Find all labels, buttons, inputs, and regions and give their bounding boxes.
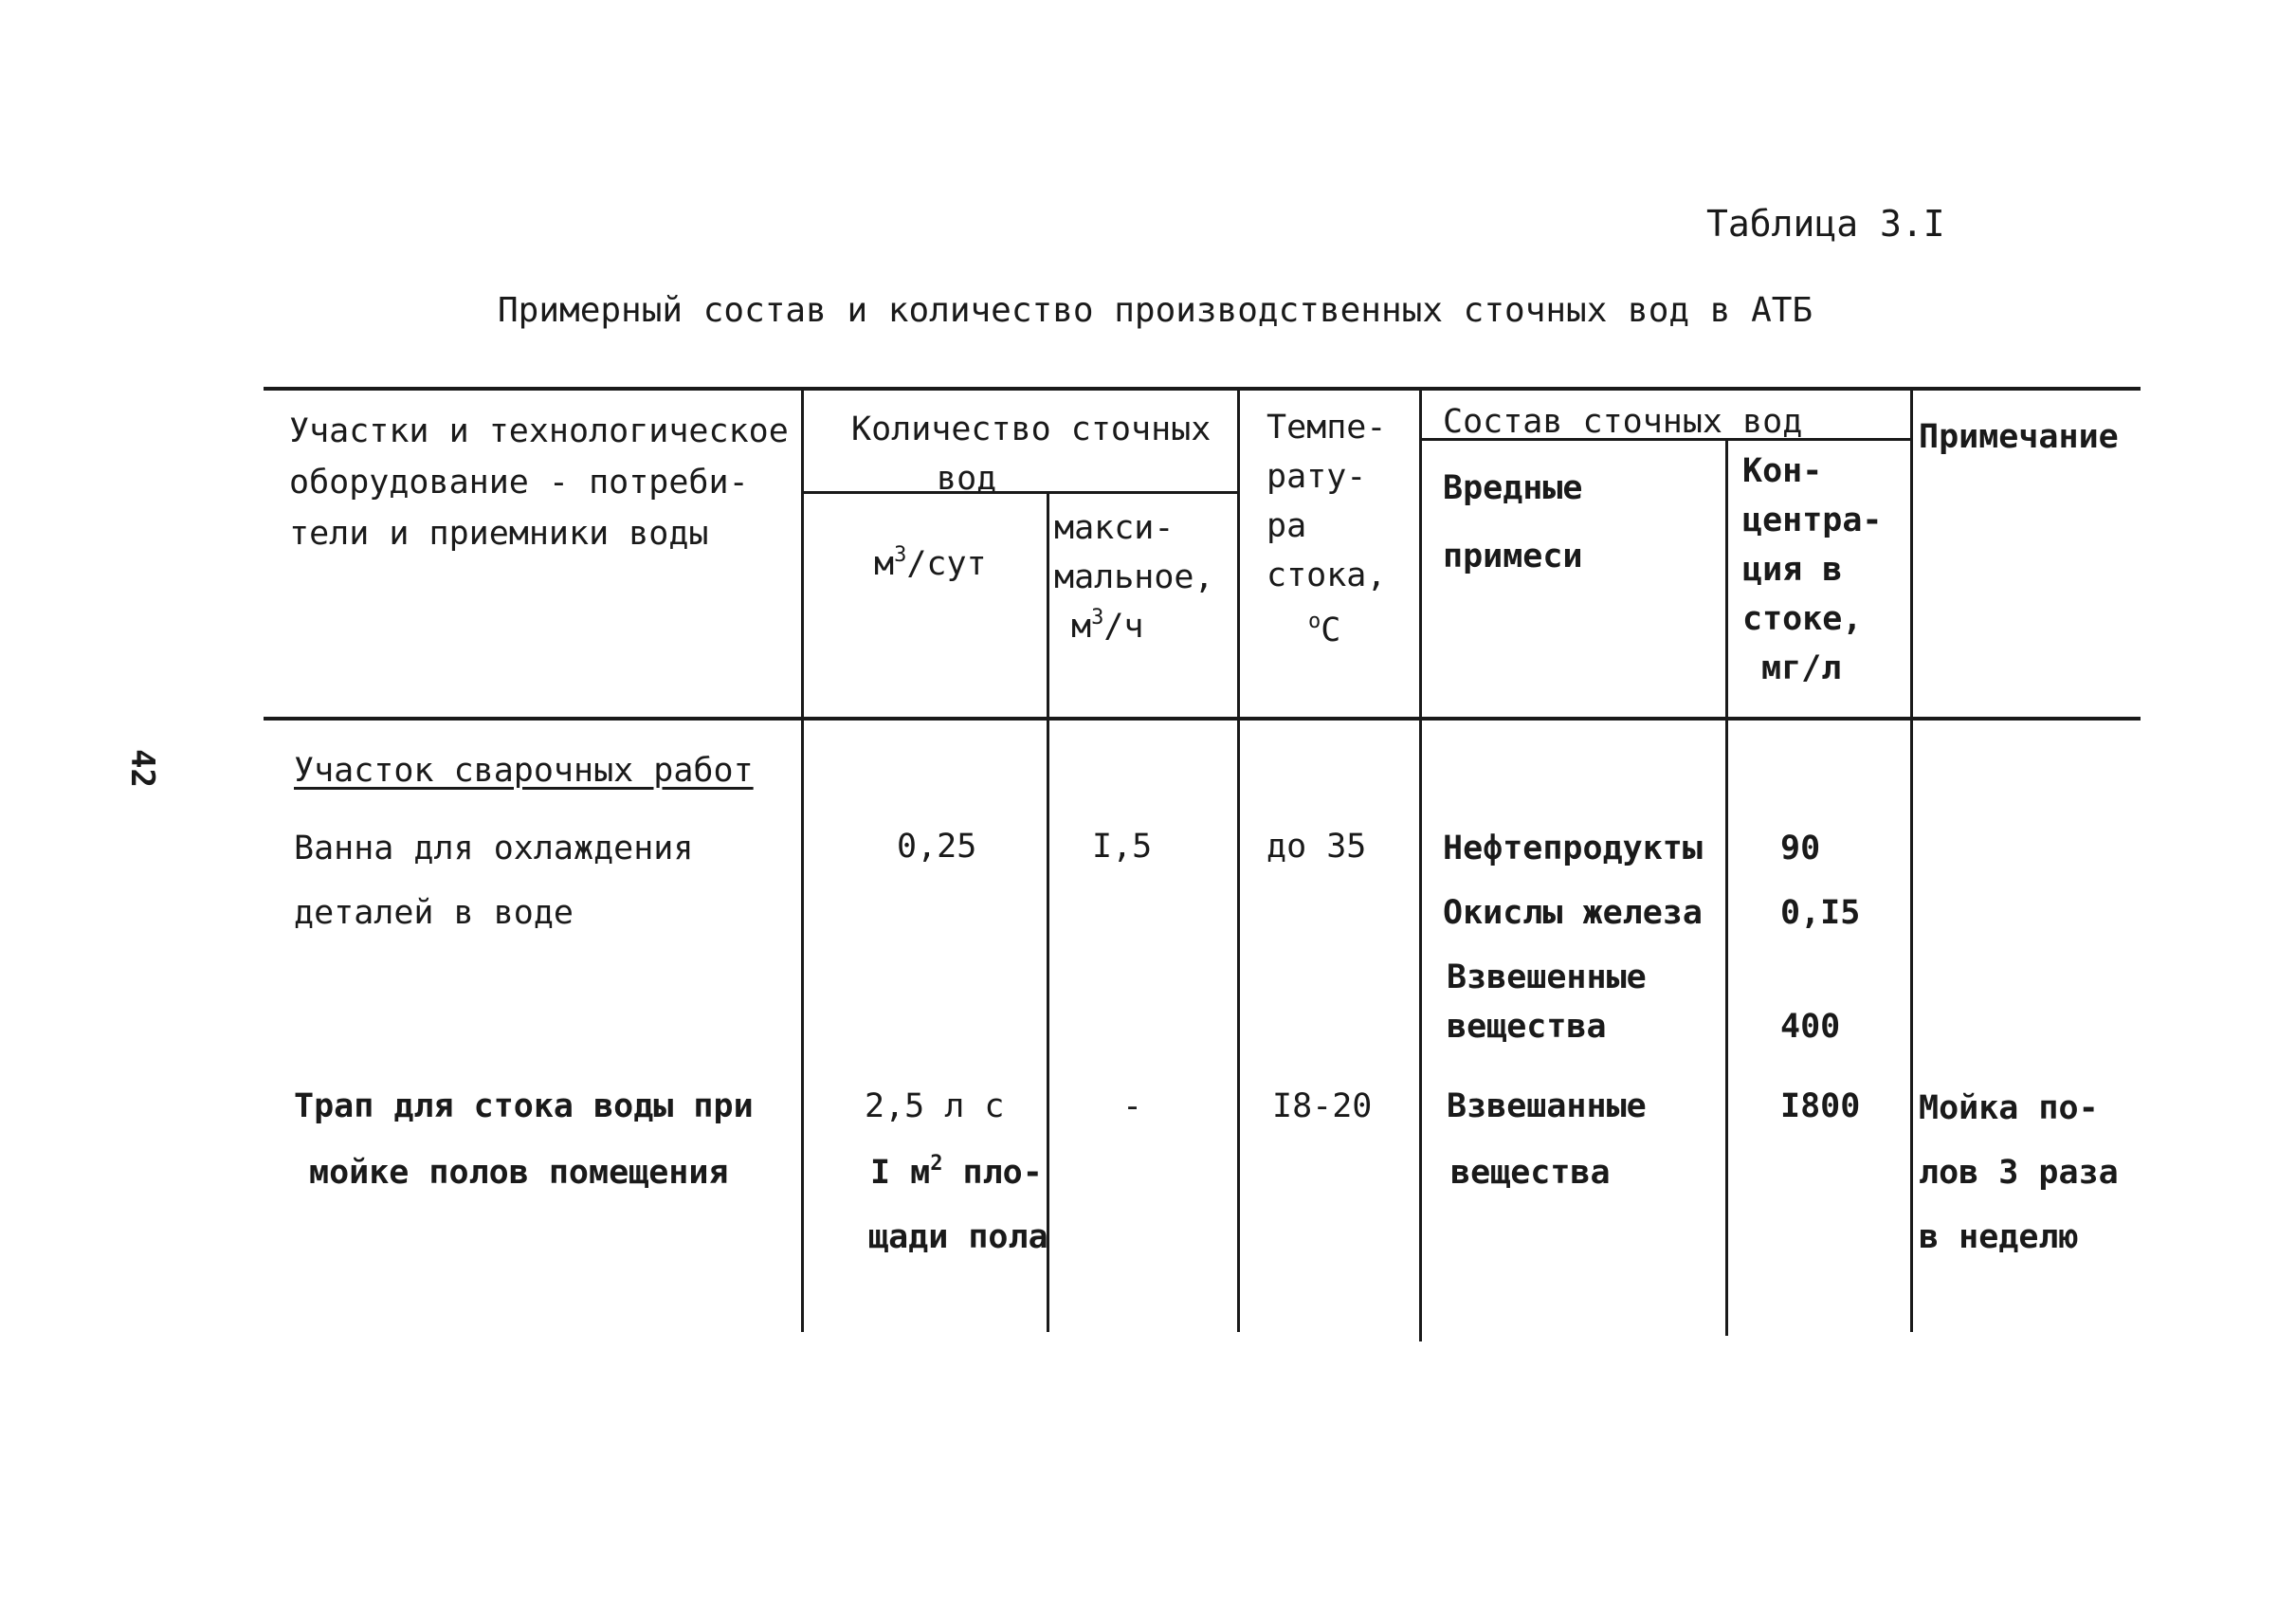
row-temperature: I8-20 <box>1272 1087 1373 1125</box>
header-note: Примечание <box>1919 418 2119 456</box>
row-note: в неделю <box>1919 1218 2079 1256</box>
header-impurities-cont: примеси <box>1443 538 1583 575</box>
header-areas-line: Участки и технологическое <box>289 412 789 450</box>
row-temperature: до 35 <box>1266 828 1367 866</box>
row-impurity: Окислы железа <box>1443 894 1703 932</box>
header-per-day: $м^3$/сут <box>874 543 987 583</box>
header-temp-line: рату- <box>1266 458 1367 496</box>
row-name: Ванна для охлаждения <box>294 830 694 867</box>
header-temp-unit: $^o$C <box>1308 610 1341 649</box>
header-conc-line: мг/л <box>1761 649 1842 687</box>
row-per-day-cont: щади пола <box>868 1218 1048 1256</box>
header-temp-line: Темпе- <box>1266 409 1387 447</box>
col-rule-1 <box>801 389 804 1332</box>
row-impurity: Взвешенные <box>1447 958 1647 996</box>
row-concentration: 90 <box>1780 830 1821 867</box>
header-quantity-group-cont: вод <box>937 460 997 498</box>
row-impurity-cont: вещества <box>1447 1008 1607 1046</box>
header-temp-line: ра <box>1266 507 1307 545</box>
row-per-day-cont: I $м^2$ пло- <box>870 1152 1043 1192</box>
section-title: Участок сварочных работ <box>294 752 754 790</box>
row-concentration: I800 <box>1780 1087 1861 1125</box>
col-rule-2 <box>1047 493 1049 1332</box>
row-impurity: Взвешанные <box>1447 1087 1647 1125</box>
row-per-day: 2,5 л с <box>865 1087 1005 1125</box>
header-composition-group: Состав сточных вод <box>1443 403 1803 441</box>
page-number: 42 <box>123 749 161 788</box>
row-concentration: 400 <box>1780 1008 1841 1046</box>
header-max-unit: $м^3/ч$ <box>1071 606 1144 646</box>
table-top-rule <box>264 387 2141 391</box>
quantity-group-rule <box>804 491 1240 494</box>
row-impurity-cont: вещества <box>1450 1154 1611 1192</box>
header-conc-line: центра- <box>1742 502 1883 539</box>
row-concentration: 0,I5 <box>1780 894 1861 932</box>
col-rule-3 <box>1237 389 1240 1332</box>
row-max-per-hour: I,5 <box>1092 828 1153 866</box>
row-note: лов 3 раза <box>1919 1154 2119 1192</box>
header-bottom-rule <box>264 717 2141 721</box>
col-rule-4 <box>1419 389 1422 1341</box>
header-quantity-group: Количество сточных <box>851 411 1212 448</box>
row-note: Мойка по- <box>1919 1089 2099 1127</box>
header-impurities: Вредные <box>1443 469 1583 507</box>
col-rule-5 <box>1725 440 1728 1336</box>
row-name: деталей в воде <box>294 894 574 932</box>
row-max-per-hour: - <box>1122 1087 1143 1125</box>
header-max-line: мальное, <box>1054 558 1214 596</box>
row-impurity: Нефтепродукты <box>1443 830 1703 867</box>
header-conc-line: ция в <box>1742 551 1843 589</box>
col-rule-6 <box>1910 389 1913 1332</box>
header-conc-line: Кон- <box>1742 452 1823 490</box>
row-name: Трап для стока воды при <box>294 1087 754 1125</box>
row-name: мойке полов помещения <box>309 1154 729 1192</box>
header-conc-line: стоке, <box>1742 600 1863 638</box>
table-title: Примерный состав и количество производственных сточных вод в АТБ <box>498 291 1813 330</box>
header-areas-line: тели и приемники воды <box>289 515 709 553</box>
row-per-day: 0,25 <box>897 828 977 866</box>
table-label: Таблица 3.I <box>1706 203 1945 245</box>
header-max-line: макси- <box>1054 509 1175 547</box>
header-temp-line: стока, <box>1266 557 1387 594</box>
header-areas-line: оборудование - потреби- <box>289 464 749 502</box>
